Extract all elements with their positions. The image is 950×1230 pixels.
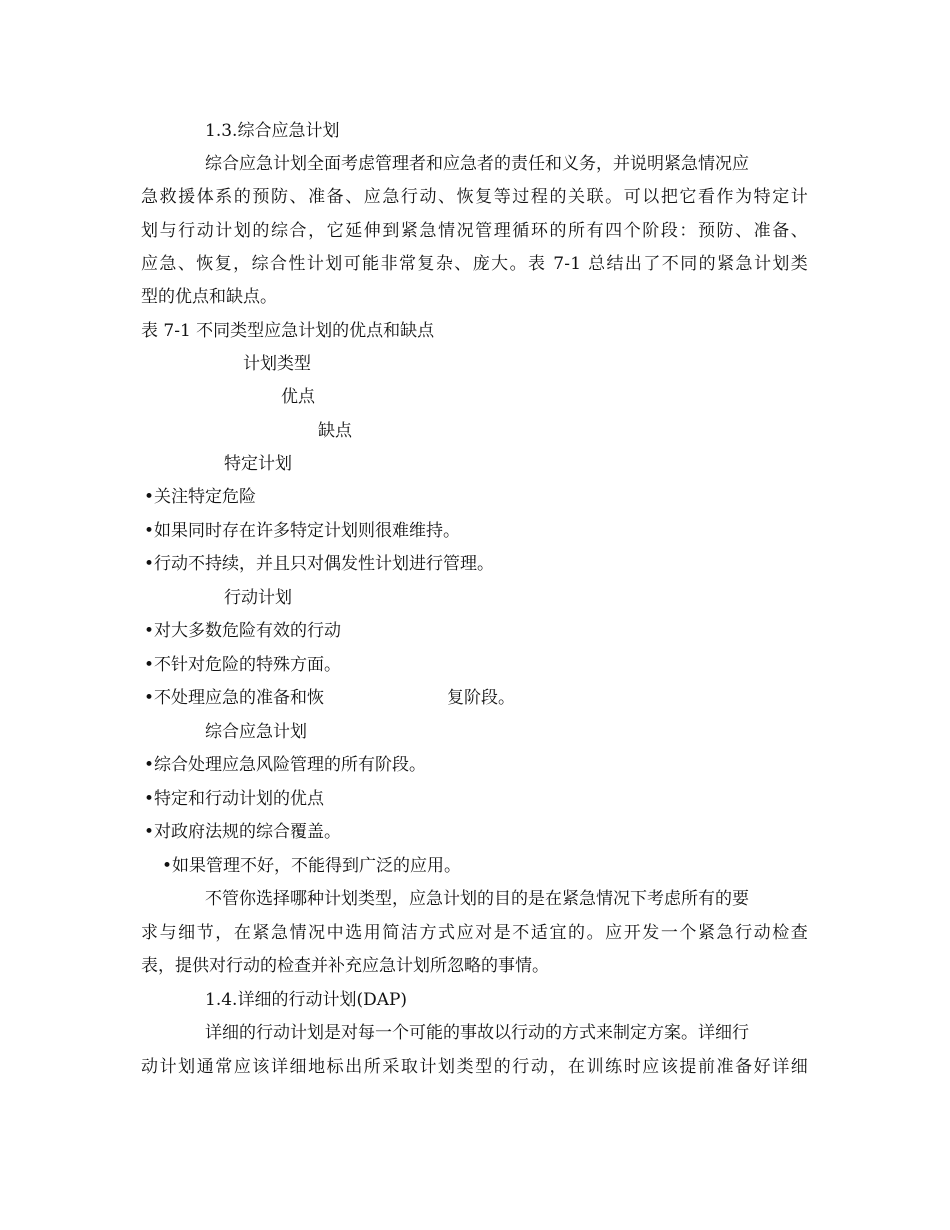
list-item: •不针对危险的特殊方面。 (144, 655, 342, 675)
table-header-pros: 优点 (281, 387, 315, 407)
paragraph-line: 表，提供对行动的检查并补充应急计划所忽略的事情。 (141, 956, 549, 976)
list-item: •行动不持续，并且只对偶发性计划进行管理。 (144, 554, 495, 574)
plan-type-label: 特定计划 (224, 454, 292, 474)
table-header-type: 计划类型 (243, 354, 311, 374)
paragraph-line: 急救援体系的预防、准备、应急行动、恢复等过程的关联。可以把它看作为特定计 (141, 187, 808, 207)
paragraph-line: 不管你选择哪种计划类型，应急计划的目的是在紧急情况下考虑所有的要 (205, 889, 749, 909)
paragraph-line: 划与行动计划的综合，它延伸到紧急情况管理循环的所有四个阶段：预防、准备、 (141, 221, 808, 241)
list-item: •如果管理不好，不能得到广泛的应用。 (162, 856, 462, 876)
section-heading-1-4: 1.4.详细的行动计划(DAP) (205, 990, 408, 1010)
paragraph-line: 求与细节，在紧急情况中选用简洁方式应对是不适宜的。应开发一个紧急行动检查 (141, 923, 808, 943)
paragraph-line: 型的优点和缺点。 (141, 287, 277, 307)
list-item: •特定和行动计划的优点 (144, 789, 325, 809)
list-item: •综合处理应急风险管理的所有阶段。 (144, 755, 427, 775)
section-heading-1-3: 1.3.综合应急计划 (205, 121, 340, 141)
paragraph-line: 动计划通常应该详细地标出所采取计划类型的行动，在训练时应该提前准备好详细 (141, 1057, 808, 1077)
list-item: •如果同时存在许多特定计划则很难维持。 (144, 521, 461, 541)
paragraph-line: 详细的行动计划是对每一个可能的事故以行动的方式来制定方案。详细行 (205, 1023, 749, 1043)
list-item: •关注特定危险 (144, 487, 257, 507)
paragraph-line: 综合应急计划全面考虑管理者和应急者的责任和义务，并说明紧急情况应 (205, 154, 749, 174)
list-item-continuation: 复阶段。 (447, 688, 515, 708)
plan-type-label: 行动计划 (224, 588, 292, 608)
table-caption: 表 7-1 不同类型应急计划的优点和缺点 (141, 321, 435, 341)
list-item: •不处理应急的准备和恢 (144, 688, 325, 708)
table-header-cons: 缺点 (318, 421, 352, 441)
list-item: •对大多数危险有效的行动 (144, 621, 342, 641)
list-item: •对政府法规的综合覆盖。 (144, 822, 342, 842)
paragraph-line: 应急、恢复，综合性计划可能非常复杂、庞大。表 7-1 总结出了不同的紧急计划类 (141, 254, 808, 274)
plan-type-label: 综合应急计划 (205, 722, 307, 742)
